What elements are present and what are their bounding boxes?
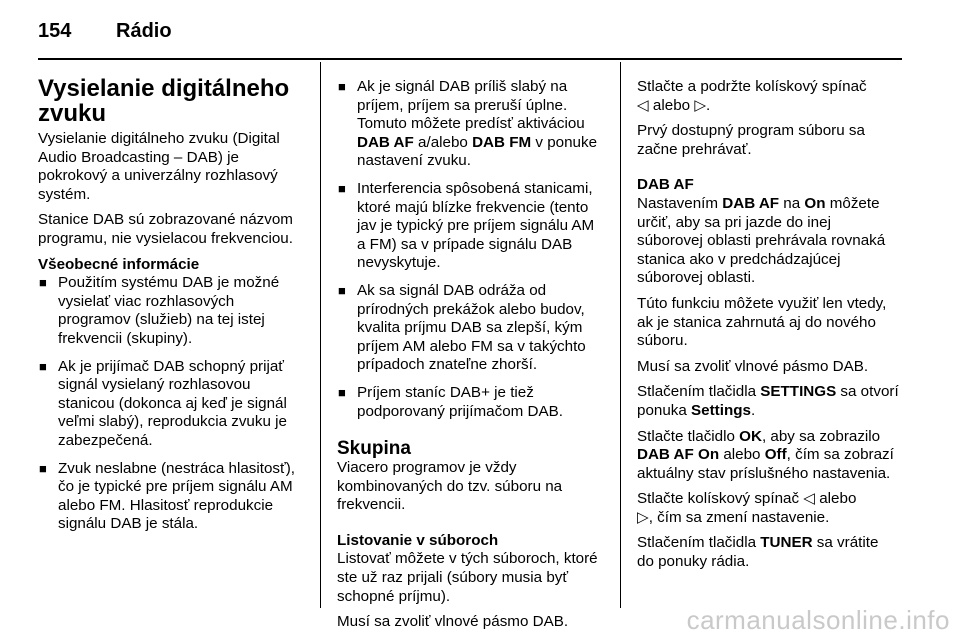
bullet-icon: ■	[338, 79, 346, 94]
bullet-icon: ■	[39, 275, 47, 291]
page-header	[38, 20, 172, 43]
paragraph: Vysielanie digitálneho zvuku (Digital Audio Broadcasting – DAB) je pokrokový a univerzálny rozhlasový systém.	[38, 130, 280, 203]
list-item: ■ Interferencia spôsobená stanicami, ktoré majú blízke frekvencie (tento jav je typický pre príjem signálu AM a FM) sa v prípade signálu DAB nevyskytuje.	[338, 179, 595, 272]
paragraph: Stlačte kolískový spínač ◁ alebo ▷, čím sa zmení nastavenie.	[637, 490, 857, 526]
list-item: ■ Príjem staníc DAB+ je tiež podporovaný prijímačom DAB.	[338, 383, 563, 420]
rocker-left-icon: ◁	[803, 490, 815, 508]
list-item: ■ Ak je signál DAB príliš slabý na príjem, príjem sa preruší úplne. Tomuto môžete predísť aktiváciou DAB AF a/alebo DAB FM v ponuke nastavení zvuku.	[338, 78, 598, 170]
paragraph: Musí sa zvoliť vlnové pásmo DAB.	[337, 613, 569, 631]
list-item: ■ Ak je prijímač DAB schopný prijať signál vysielaný rozhlasovou stanicou (dokonca aj keď je signál veľmi slabý), reprodukcia zvuku je zabezpečená.	[39, 357, 287, 449]
paragraph: Listovať môžete v tých súboroch, ktoré ste už raz prijali (súbory musia byť schopné príjmu).	[337, 550, 598, 605]
column-3	[637, 78, 899, 579]
section-heading: Vysielanie digitálneho zvuku	[38, 75, 290, 127]
paragraph: Stlačte a podržte kolískový spínač ◁ alebo ▷.	[637, 78, 867, 114]
bullet-list	[38, 274, 300, 534]
bullet-list	[337, 78, 599, 421]
watermark: carmanualsonline.info	[686, 605, 950, 635]
rocker-left-icon: ◁	[637, 96, 649, 114]
bullet-icon: ■	[39, 460, 47, 476]
paragraph: Stlačením tlačidla TUNER sa vrátite do ponuky rádia.	[637, 534, 879, 571]
list-item: ■ Ak sa signál DAB odráža od prírodných prekážok alebo budov, kvalita príjmu DAB sa zlepší, kým príjem AM alebo FM sa v takýchto prípadoch znateľne zhorší.	[338, 281, 586, 374]
subheading: Listovanie v súboroch	[337, 531, 499, 549]
subheading: DAB AF	[637, 176, 694, 194]
column-divider-2	[620, 62, 621, 608]
column-1	[38, 76, 300, 543]
bullet-icon: ■	[338, 282, 346, 298]
paragraph: Túto funkciu môžete využiť len vtedy, ak je stanica zahrnutá aj do nového súboru.	[637, 294, 887, 350]
paragraph: Nastavením DAB AF na On môžete určiť, aby sa pri jazde do inej súborovej oblasti prehrávala rovnaká stanica ako v predchádzajúcej súborovej oblasti.	[637, 194, 886, 287]
list-item: ■ Použitím systému DAB je možné vysielať viac rozhlasových programov (služieb) na tej istej frekvencii (skupiny).	[39, 274, 280, 347]
paragraph: Stlačte tlačidlo OK, aby sa zobrazilo DAB AF On alebo Off, čím sa zobrazí aktuálny stav príslušného nastavenia.	[637, 427, 894, 482]
section-heading: Skupina	[337, 438, 411, 460]
paragraph: Stlačením tlačidla SETTINGS sa otvorí ponuka Settings.	[637, 383, 899, 419]
paragraph: Prvý dostupný program súboru sa začne prehrávať.	[637, 122, 865, 158]
rocker-right-icon: ▷	[637, 508, 649, 526]
paragraph: Musí sa zvoliť vlnové pásmo DAB.	[637, 357, 869, 375]
bullet-icon: ■	[39, 358, 47, 374]
section-title: Rádio	[116, 20, 172, 42]
column-2	[337, 78, 599, 639]
subheading: Všeobecné informácie	[38, 255, 200, 273]
bullet-icon: ■	[338, 180, 346, 196]
page-number: 154	[38, 20, 72, 42]
header-rule	[38, 58, 902, 60]
paragraph: Viacero programov je vždy kombinovaných do tzv. súboru na frekvencii.	[337, 459, 563, 514]
column-divider-1	[320, 62, 321, 608]
paragraph: Stanice DAB sú zobrazované názvom programu, nie vysielacou frekvenciou.	[38, 211, 293, 247]
bullet-icon: ■	[338, 384, 346, 400]
rocker-right-icon: ▷	[694, 96, 707, 114]
list-item: ■ Zvuk neslabne (nestráca hlasitosť), čo je typické pre príjem signálu AM alebo FM. Hlasitosť reprodukcie signálu DAB je stála.	[39, 459, 295, 533]
